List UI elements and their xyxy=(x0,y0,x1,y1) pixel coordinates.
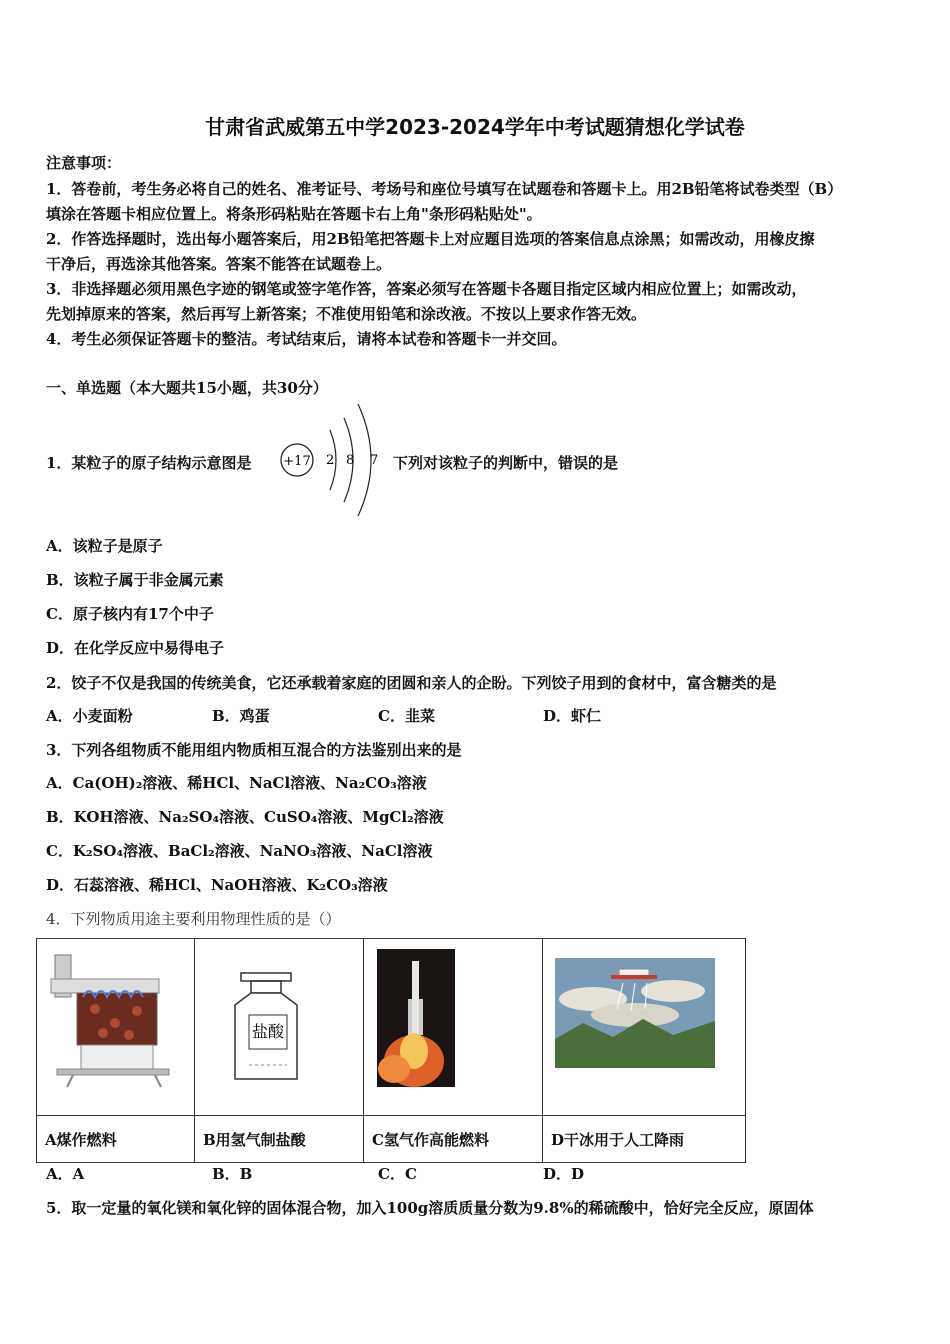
q3-option-c: C．K₂SO₄溶液、BaCl₂溶液、NaNO₃溶液、NaCl溶液 xyxy=(46,842,433,860)
question-2-stem: 2．饺子不仅是我国的传统美食，它还承载着家庭的团圆和亲人的企盼。下列饺子用到的食材中，富含糖类的是 xyxy=(46,674,777,692)
notice-line: 1．答卷前，考生务必将自己的姓名、准考证号、考场号和座位号填写在试题卷和答题卡上。用2B铅笔将试卷类型（B） xyxy=(46,180,843,198)
q3-option-d: D．石蕊溶液、稀HCl、NaOH溶液、K₂CO₃溶液 xyxy=(46,876,388,894)
nucleus-charge: +17 xyxy=(283,454,311,469)
image-cell-c xyxy=(364,939,543,1116)
notice-heading: 注意事项： xyxy=(46,154,122,172)
q2-option-c: C．韭菜 xyxy=(378,707,435,725)
q4-option-d: D．D xyxy=(543,1165,585,1183)
q4-option-a: A．A xyxy=(46,1165,85,1183)
question-4-table xyxy=(36,938,746,1163)
question-1-stem-before: 1．某粒子的原子结构示意图是 xyxy=(46,454,252,472)
q2-option-b: B．鸡蛋 xyxy=(212,707,270,725)
notice-line: 3．非选择题必须用黑色字迹的钢笔或签字笔作答，答案必须写在答题卡各题目指定区域内相应位置上；如需改动， xyxy=(46,280,807,298)
shell-electrons-2: 8 xyxy=(346,453,355,468)
cell-label-a: A煤作燃料 xyxy=(37,1116,195,1163)
q2-option-a: A．小麦面粉 xyxy=(46,707,133,725)
image-cell-d xyxy=(543,939,746,1116)
notice-line: 填涂在答题卡相应位置上。将条形码粘贴在答题卡右上角"条形码粘贴处"。 xyxy=(46,205,542,223)
shell-electrons-1: 2 xyxy=(326,453,335,468)
q1-option-c: C．原子核内有17个中子 xyxy=(46,605,214,623)
image-cell-b xyxy=(195,939,364,1116)
q3-option-a: A．Ca(OH)₂溶液、稀HCl、NaCl溶液、Na₂CO₃溶液 xyxy=(46,774,427,792)
artificial-rain-plane-image xyxy=(543,939,745,1111)
notice-line: 干净后，再选涂其他答案。答案不能答在试题卷上。 xyxy=(46,255,392,273)
q4-option-c: C．C xyxy=(378,1165,417,1183)
question-3-stem: 3．下列各组物质不能用组内物质相互混合的方法鉴别出来的是 xyxy=(46,741,462,759)
rocket-launch-image xyxy=(364,939,542,1111)
shell-electrons-3: 7 xyxy=(370,453,379,468)
bottle-label: 盐酸 xyxy=(251,1022,285,1041)
image-cell-a xyxy=(37,939,195,1116)
q1-option-a: A．该粒子是原子 xyxy=(46,537,163,555)
q2-option-d: D．虾仁 xyxy=(543,707,602,725)
notice-line: 2．作答选择题时，选出每小题答案后，用2B铅笔把答题卡上对应题目选项的答案信息点涂黑；如需改动，用橡皮擦 xyxy=(46,230,815,248)
cell-label-b: B用氢气制盐酸 xyxy=(195,1116,364,1163)
q4-option-b: B．B xyxy=(212,1165,253,1183)
coal-stove-image xyxy=(37,939,194,1111)
question-5-stem: 5．取一定量的氧化镁和氧化锌的固体混合物，加入100g溶质质量分数为9.8%的稀硫酸中，恰好完全反应，原固体 xyxy=(46,1199,814,1217)
section-heading: 一、单选题（本大题共15小题，共30分） xyxy=(46,379,328,397)
question-1-stem-after: 下列对该粒子的判断中，错误的是 xyxy=(393,454,619,472)
question-4-stem: 4．下列物质用途主要利用物理性质的是（） xyxy=(46,910,341,928)
cell-label-c: C氢气作高能燃料 xyxy=(364,1116,543,1163)
notice-line: 先划掉原来的答案，然后再写上新答案；不准使用铅笔和涂改液。不按以上要求作答无效。 xyxy=(46,305,647,323)
page-title: 甘肃省武威第五中学2023-2024学年中考试题猜想化学试卷 xyxy=(205,115,745,139)
q1-option-b: B．该粒子属于非金属元素 xyxy=(46,571,224,589)
cell-label-d: D干冰用于人工降雨 xyxy=(543,1116,746,1163)
notice-line: 4．考生必须保证答题卡的整洁。考试结束后，请将本试卷和答题卡一并交回。 xyxy=(46,330,567,348)
atom-structure-diagram xyxy=(270,400,390,520)
hydrochloric-acid-bottle-image xyxy=(195,939,363,1111)
q3-option-b: B．KOH溶液、Na₂SO₄溶液、CuSO₄溶液、MgCl₂溶液 xyxy=(46,808,444,826)
q1-option-d: D．在化学反应中易得电子 xyxy=(46,639,225,657)
